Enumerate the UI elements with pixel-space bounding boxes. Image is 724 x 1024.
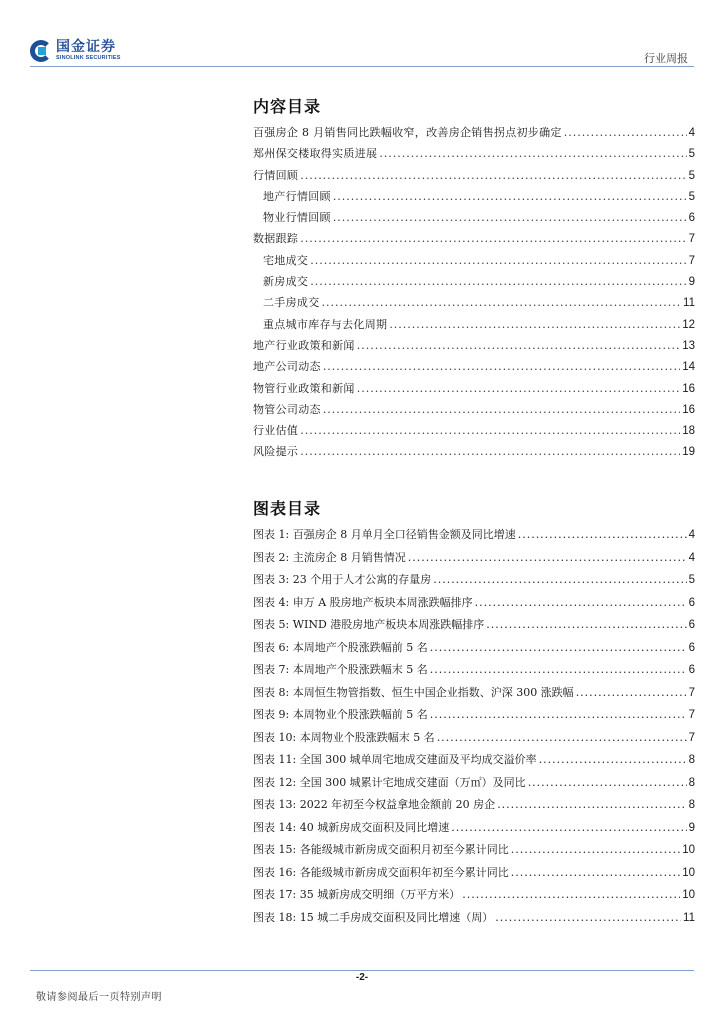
toc-entry-label: 数据跟踪 bbox=[253, 232, 299, 246]
figure-entry[interactable] bbox=[253, 616, 695, 639]
toc-entry-label: 物管公司动态 bbox=[253, 402, 321, 416]
dot-leader bbox=[322, 296, 682, 309]
toc-entry[interactable] bbox=[253, 294, 695, 315]
dot-leader bbox=[333, 211, 687, 224]
figure-entry-label: 图表 4: 申万 A 股房地产板块本周涨跌幅排序 bbox=[253, 595, 473, 609]
dot-leader bbox=[323, 403, 680, 416]
toc-entry[interactable] bbox=[253, 422, 695, 443]
figure-entry[interactable] bbox=[253, 549, 695, 572]
figure-entry-page: 7 bbox=[688, 731, 695, 744]
toc-title: 内容目录 bbox=[253, 97, 322, 116]
figure-entry-page: 6 bbox=[688, 596, 695, 609]
toc-entry[interactable] bbox=[253, 273, 695, 294]
figure-entry-label: 图表 11: 全国 300 城单周宅地成交建面及平均成交溢价率 bbox=[253, 753, 537, 766]
toc-entry[interactable] bbox=[253, 443, 695, 464]
toc-entry[interactable] bbox=[253, 337, 695, 358]
figure-entry[interactable] bbox=[253, 864, 695, 887]
figure-entry[interactable] bbox=[253, 684, 695, 707]
toc-entry-label: 地产行情回顾 bbox=[263, 189, 331, 203]
page-number: -2- bbox=[355, 972, 369, 983]
figure-entry-label: 图表 9: 本周物业个股涨跌幅前 5 名 bbox=[253, 708, 428, 721]
toc-entry-label: 物业行情回顾 bbox=[263, 211, 331, 225]
dot-leader bbox=[528, 776, 687, 789]
toc-entry[interactable] bbox=[253, 145, 695, 166]
figure-entry-label: 图表 13: 2022 年初至今权益拿地金额前 20 房企 bbox=[253, 798, 496, 811]
dot-leader bbox=[430, 663, 687, 676]
figure-entry[interactable] bbox=[253, 909, 695, 932]
figure-entry[interactable] bbox=[253, 819, 695, 842]
figure-entry-page: 4 bbox=[688, 529, 695, 541]
figure-entry-page: 4 bbox=[688, 551, 695, 564]
dot-leader bbox=[300, 169, 686, 182]
dot-leader bbox=[462, 888, 680, 901]
dot-leader bbox=[430, 641, 687, 654]
toc-entry-page: 11 bbox=[683, 297, 695, 310]
dot-leader bbox=[389, 318, 680, 331]
dot-leader bbox=[475, 596, 687, 609]
toc-entry[interactable] bbox=[253, 209, 695, 230]
toc-entry-page: 13 bbox=[682, 339, 695, 352]
figure-entry-page: 8 bbox=[688, 799, 695, 811]
toc-entry[interactable] bbox=[253, 230, 695, 251]
toc-entry-label: 新房成交 bbox=[263, 275, 309, 289]
toc-entry[interactable] bbox=[253, 252, 695, 273]
toc-entry-page: 12 bbox=[682, 318, 695, 331]
dot-leader bbox=[433, 573, 686, 586]
disclaimer: 敬请参阅最后一页特别声明 bbox=[36, 992, 162, 1003]
figure-entry-label: 图表 8: 本周恒生物管指数、恒生中国企业指数、沪深 300 涨跌幅 bbox=[253, 685, 574, 699]
figure-entry-label: 图表 1: 百强房企 8 月单月全口径销售金额及同比增速 bbox=[253, 528, 516, 541]
dot-leader bbox=[379, 147, 686, 160]
figure-entry[interactable] bbox=[253, 841, 695, 864]
dot-leader bbox=[564, 126, 687, 139]
page-header bbox=[0, 0, 724, 80]
figure-entry[interactable] bbox=[253, 751, 695, 774]
footer-divider bbox=[30, 970, 694, 971]
figure-entry-label: 图表 14: 40 城新房成交面积及同比增速 bbox=[253, 820, 450, 834]
dot-leader bbox=[300, 232, 686, 245]
company-logo bbox=[30, 40, 121, 62]
dot-leader bbox=[430, 708, 687, 721]
figure-entry-label: 图表 17: 35 城新房成交明细（万平方米） bbox=[253, 888, 461, 901]
figure-entry-page: 6 bbox=[688, 619, 695, 631]
figure-entry-label: 图表 16: 各能级城市新房成交面积年初至今累计同比 bbox=[253, 865, 509, 879]
dot-leader bbox=[323, 360, 680, 373]
dot-leader bbox=[300, 445, 680, 458]
toc-entry[interactable] bbox=[253, 167, 695, 188]
figure-entry-label: 图表 7: 本周地产个股涨跌幅末 5 名 bbox=[253, 663, 428, 676]
toc-entry-page: 16 bbox=[682, 403, 695, 416]
toc-entry-page: 18 bbox=[682, 425, 695, 438]
figure-entry[interactable] bbox=[253, 886, 695, 909]
figure-entry-page: 8 bbox=[688, 754, 695, 766]
logo-cn-text: 国金证券 bbox=[56, 39, 116, 55]
toc-entry-page: 5 bbox=[688, 148, 695, 161]
dot-leader bbox=[497, 798, 686, 811]
figure-entry-label: 图表 10: 本周物业个股涨跌幅末 5 名 bbox=[253, 730, 435, 744]
toc-entry-label: 风险提示 bbox=[253, 445, 299, 459]
dot-leader bbox=[576, 686, 687, 699]
figure-entry[interactable] bbox=[253, 571, 695, 594]
figure-entry-page: 9 bbox=[688, 821, 695, 834]
figure-entry-page: 8 bbox=[688, 776, 695, 789]
toc-entry-label: 二手房成交 bbox=[263, 296, 320, 310]
toc-entry-page: 5 bbox=[688, 169, 695, 182]
toc-entry-page: 5 bbox=[688, 190, 695, 203]
figure-entry-page: 6 bbox=[688, 664, 695, 676]
figure-entry[interactable] bbox=[253, 661, 695, 684]
toc-entry[interactable] bbox=[253, 380, 695, 401]
figure-entry-label: 图表 6: 本周地产个股涨跌幅前 5 名 bbox=[253, 640, 428, 654]
figures-list bbox=[253, 526, 695, 931]
dot-leader bbox=[511, 866, 681, 879]
toc-entry[interactable] bbox=[253, 124, 695, 145]
figure-entry-page: 10 bbox=[682, 866, 695, 879]
toc-entry-label: 宅地成交 bbox=[263, 253, 309, 267]
toc-entry-label: 物管行业政策和新闻 bbox=[253, 381, 355, 395]
figure-entry[interactable] bbox=[253, 594, 695, 617]
toc-entry-page: 19 bbox=[682, 446, 695, 459]
figure-entry-label: 图表 3: 23 个用于人才公寓的存量房 bbox=[253, 573, 432, 586]
figure-entry[interactable] bbox=[253, 526, 695, 549]
figure-entry-label: 图表 2: 主流房企 8 月销售情况 bbox=[253, 550, 406, 564]
figure-entry-page: 11 bbox=[683, 911, 695, 924]
toc-entry-page: 6 bbox=[688, 212, 695, 225]
logo-icon bbox=[30, 40, 52, 62]
figure-entry-label: 图表 5: WIND 港股房地产板块本周涨跌幅排序 bbox=[253, 618, 485, 631]
toc-entry[interactable] bbox=[253, 316, 695, 337]
figure-entry-page: 10 bbox=[682, 844, 695, 856]
figure-entry[interactable] bbox=[253, 706, 695, 729]
dot-leader bbox=[310, 254, 686, 267]
toc-entry-label: 地产行业政策和新闻 bbox=[253, 338, 355, 352]
figure-entry[interactable] bbox=[253, 729, 695, 752]
dot-leader bbox=[486, 618, 686, 631]
toc-entry-label: 行情回顾 bbox=[253, 168, 299, 182]
toc-entry-page: 9 bbox=[688, 276, 695, 289]
figure-entry-page: 7 bbox=[688, 686, 695, 699]
figure-entry-page: 6 bbox=[688, 641, 695, 654]
toc-entry-label: 郑州保交楼取得实质进展 bbox=[253, 147, 378, 161]
dot-leader bbox=[518, 528, 687, 541]
dot-leader bbox=[451, 821, 686, 834]
toc-list bbox=[253, 124, 695, 465]
dot-leader bbox=[300, 424, 680, 437]
toc-entry-label: 地产公司动态 bbox=[253, 360, 321, 374]
toc-entry-page: 16 bbox=[682, 382, 695, 395]
toc-entry[interactable] bbox=[253, 358, 695, 379]
dot-leader bbox=[511, 843, 681, 856]
figures-title: 图表目录 bbox=[253, 499, 322, 518]
dot-leader bbox=[357, 339, 681, 352]
figure-entry-label: 图表 12: 全国 300 城累计宅地成交建面（万㎡）及同比 bbox=[253, 775, 526, 789]
dot-leader bbox=[310, 275, 686, 288]
figure-entry-page: 5 bbox=[688, 574, 695, 586]
toc-entry-page: 7 bbox=[688, 254, 695, 267]
toc-entry[interactable] bbox=[253, 401, 695, 422]
figure-entry-label: 图表 15: 各能级城市新房成交面积月初至今累计同比 bbox=[253, 843, 509, 856]
toc-entry-label: 重点城市库存与去化周期 bbox=[263, 317, 388, 331]
toc-entry-label: 百强房企 8 月销售同比跌幅收窄，改善房企销售拐点初步确定 bbox=[253, 126, 562, 139]
logo-en-text: SINOLINK SECURITIES bbox=[56, 55, 121, 61]
toc-entry-label: 行业估值 bbox=[253, 424, 299, 438]
toc-entry-page: 7 bbox=[688, 233, 695, 246]
report-type: 行业周报 bbox=[644, 52, 688, 65]
toc-entry[interactable] bbox=[253, 188, 695, 209]
figure-entry[interactable] bbox=[253, 639, 695, 662]
dot-leader bbox=[408, 551, 687, 564]
dot-leader bbox=[495, 911, 681, 924]
figure-entry-label: 图表 18: 15 城二手房成交面积及同比增速（周） bbox=[253, 910, 494, 924]
dot-leader bbox=[539, 753, 687, 766]
figure-entry[interactable] bbox=[253, 774, 695, 797]
dot-leader bbox=[357, 382, 681, 395]
figure-entry[interactable] bbox=[253, 796, 695, 819]
header-divider bbox=[30, 66, 694, 67]
dot-leader bbox=[437, 731, 687, 744]
figure-entry-page: 10 bbox=[682, 889, 695, 901]
toc-entry-page: 4 bbox=[688, 127, 695, 139]
dot-leader bbox=[333, 190, 687, 203]
toc-entry-page: 14 bbox=[682, 361, 695, 374]
figure-entry-page: 7 bbox=[688, 709, 695, 721]
